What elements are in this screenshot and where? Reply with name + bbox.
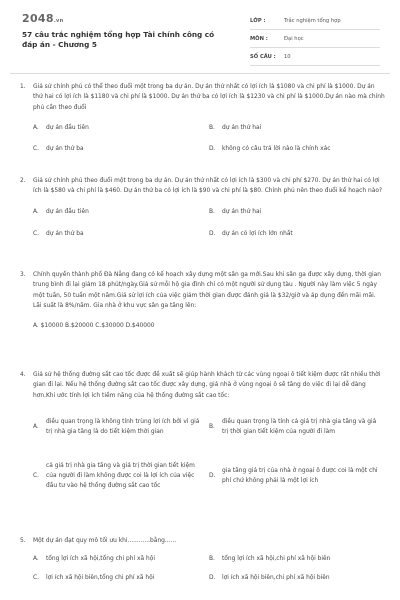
question-2 — [20, 176, 385, 239]
option-letter: B. — [209, 125, 215, 132]
question-3 — [20, 270, 385, 331]
option-text: gia tăng giá trị của nhà ở ngoại ô được coi là một chi phí chứ không phải là một lợi ích — [222, 467, 378, 485]
option-letter: D. — [209, 575, 216, 582]
option-text: dự án có lợi ích lớn nhất — [222, 230, 293, 237]
option-text: dự án đầu tiên — [46, 125, 89, 132]
option-text: cả giá trị nhà gia tăng và giá trị thời gian tiết kiệm của người đi làm không được coi là lợi ích của việc đầu tư vào hệ thống đường sắt cao tốc — [46, 462, 195, 490]
option-letter: D. — [209, 473, 216, 480]
question-number: 5. — [20, 538, 26, 544]
option-c[interactable] — [33, 229, 203, 239]
question-4 — [20, 370, 385, 498]
option-row — [33, 573, 385, 583]
options — [33, 408, 385, 498]
option-text: lợi ích xã hội biên,chi phí xã hội biên — [222, 575, 330, 582]
option-letter: A. — [33, 125, 39, 132]
option-text: dự án đầu tiên — [46, 208, 89, 215]
question-stem: Chính quyền thành phố Đà Nẵng đang có kế hoạch xây dựng một sân ga mới.Sau khi sân ga được xây dựng, thời gian trung bình đi lại giảm 18 phút/ngày.Giả sử mỗi hộ gia đình chỉ có một người sử dụng tàu . Người này làm việc 5 ngày một tuần, 50 tuần một năm.Giả sử lợi ích của việc giảm thời gian được đánh giá là $32/giờ và áp dụng đến mãi mãi. Lãi suất là 8%/năm. Gia nhà ở khu vực sân ga tăng lên: — [33, 272, 381, 310]
meta-value: 10 — [284, 53, 291, 60]
options — [33, 207, 385, 239]
question-stem: Giả sử hệ thống đường sắt cao tốc được đề xuất sẽ giúp hành khách từ các vùng ngoại ô tiết kiệm được rất nhiều thời gian đi lại. Nếu hệ thống đường sắt cao tốc được xây dựng, giá nhà ở vùng ngoại ô sẽ tăng do việc đi lại dễ dàng hơn.Khi ước tính lợi ích tiềm năng của hệ thống đường sắt cao tốc: — [33, 372, 381, 399]
options — [33, 123, 385, 154]
option-text: điều quan trọng là tính cả giá trị nhà gia tăng và giá trị thời gian tiết kiệm của người đi làm — [222, 418, 377, 436]
site-logo[interactable] — [22, 12, 63, 25]
logo-suffix: .vn — [53, 18, 64, 24]
option-d[interactable] — [209, 229, 379, 239]
option-letter: A. — [33, 424, 39, 431]
option-letter: D. — [209, 230, 216, 237]
option-text: dự án thứ ba — [46, 146, 84, 153]
option-row — [33, 207, 385, 229]
option-a[interactable] — [33, 554, 203, 573]
question-5 — [20, 536, 385, 584]
question-stem: Một dự án đạt quy mô tối ưu khi............bằng...... — [33, 538, 177, 544]
page-title: 57 câu trắc nghiệm tổng hợp Tài chính công có đáp án - Chương 5 — [22, 30, 215, 49]
option-text: điều quan trọng là không tính trùng lợi ích bởi vì giá trị nhà gia tăng là do tiết kiệm thời gian — [46, 418, 200, 436]
option-letter: A. — [33, 208, 39, 215]
option-b[interactable] — [209, 554, 379, 573]
option-text: dự án thứ hai — [222, 125, 262, 132]
option-b[interactable] — [209, 123, 379, 144]
option-text: lợi ích xã hội biên,tổng chi phí xã hội — [46, 575, 155, 582]
option-letter: C. — [33, 575, 39, 582]
question-number: 4. — [20, 372, 26, 378]
option-d[interactable] — [209, 573, 379, 583]
option-letter: C. — [33, 146, 39, 153]
meta-value: Trắc nghiệm tổng hợp — [284, 17, 341, 24]
option-d[interactable] — [209, 144, 379, 154]
question-number: 1. — [20, 84, 26, 90]
option-row — [33, 554, 385, 573]
meta-box — [250, 12, 380, 66]
option-a[interactable] — [33, 207, 203, 229]
answer-line[interactable]: A. $10000 B.$20000 C.$30000 D.$40000 — [33, 322, 155, 329]
option-row — [33, 144, 385, 154]
option-b[interactable] — [209, 207, 379, 229]
option-a[interactable] — [33, 123, 203, 144]
option-row — [33, 123, 385, 144]
option-letter: B. — [209, 424, 215, 431]
option-row — [33, 408, 385, 446]
option-c[interactable] — [33, 144, 203, 154]
option-c[interactable] — [33, 573, 203, 583]
meta-label: MÔN : — [250, 35, 268, 42]
option-letter: C. — [33, 473, 39, 480]
option-letter: C. — [33, 230, 39, 237]
logo-text: 2048 — [22, 12, 54, 25]
option-a[interactable] — [33, 417, 203, 438]
option-text: dự án thứ hai — [222, 208, 262, 215]
meta-row-count — [250, 48, 380, 66]
option-letter: B. — [209, 556, 215, 563]
meta-label: LỚP : — [250, 17, 266, 24]
option-text: dự án thứ ba — [46, 230, 84, 237]
meta-row-class — [250, 12, 380, 30]
option-letter: A. — [33, 556, 39, 563]
option-letter: D. — [209, 146, 216, 153]
option-b[interactable] — [209, 417, 379, 438]
question-stem: Giả sử chính phủ theo đuổi một trong ba dự án. Dự án thứ nhất có lợi ích là $300 và chi phí $270. Dự án thứ hai có lợi ích là $580 và chi phí là $460. Dự án thứ ba có lợi ích là $90 và chi phí là $80. Chính phủ nên theo đuổi kế hoạch nào? — [33, 178, 383, 195]
question-number: 2. — [20, 178, 26, 184]
option-row — [33, 229, 385, 239]
option-text: tổng lợi ích xã hội,tổng chi phí xã hội — [46, 556, 155, 563]
question-1 — [20, 82, 385, 155]
question-number: 3. — [20, 272, 26, 278]
option-c[interactable] — [33, 461, 203, 492]
meta-label: SỐ CÂU : — [250, 53, 276, 60]
option-row — [33, 454, 385, 498]
header-divider — [10, 73, 390, 74]
option-d[interactable] — [209, 466, 379, 487]
options — [33, 554, 385, 583]
meta-row-subject — [250, 30, 380, 48]
option-text: tổng lợi ích xã hội,chi phí xã hội biên — [222, 556, 331, 563]
option-text: không có câu trả lời nào là chính xác — [222, 146, 331, 153]
meta-value: Đại học — [284, 35, 304, 42]
question-stem: Giả sử chính phủ có thể theo đuổi một trong ba dự án. Dự án thứ nhất có lợi ích là $1080 và chi phí là $1000. Dự án thứ hai có lợi ích là $1180 và chi phí là $1000. Dự án thứ ba có lợi ích là $1230 và chi phí là $1000.Dự án nào mà chính phủ cần theo đuổi — [33, 84, 385, 111]
option-letter: B. — [209, 208, 215, 215]
